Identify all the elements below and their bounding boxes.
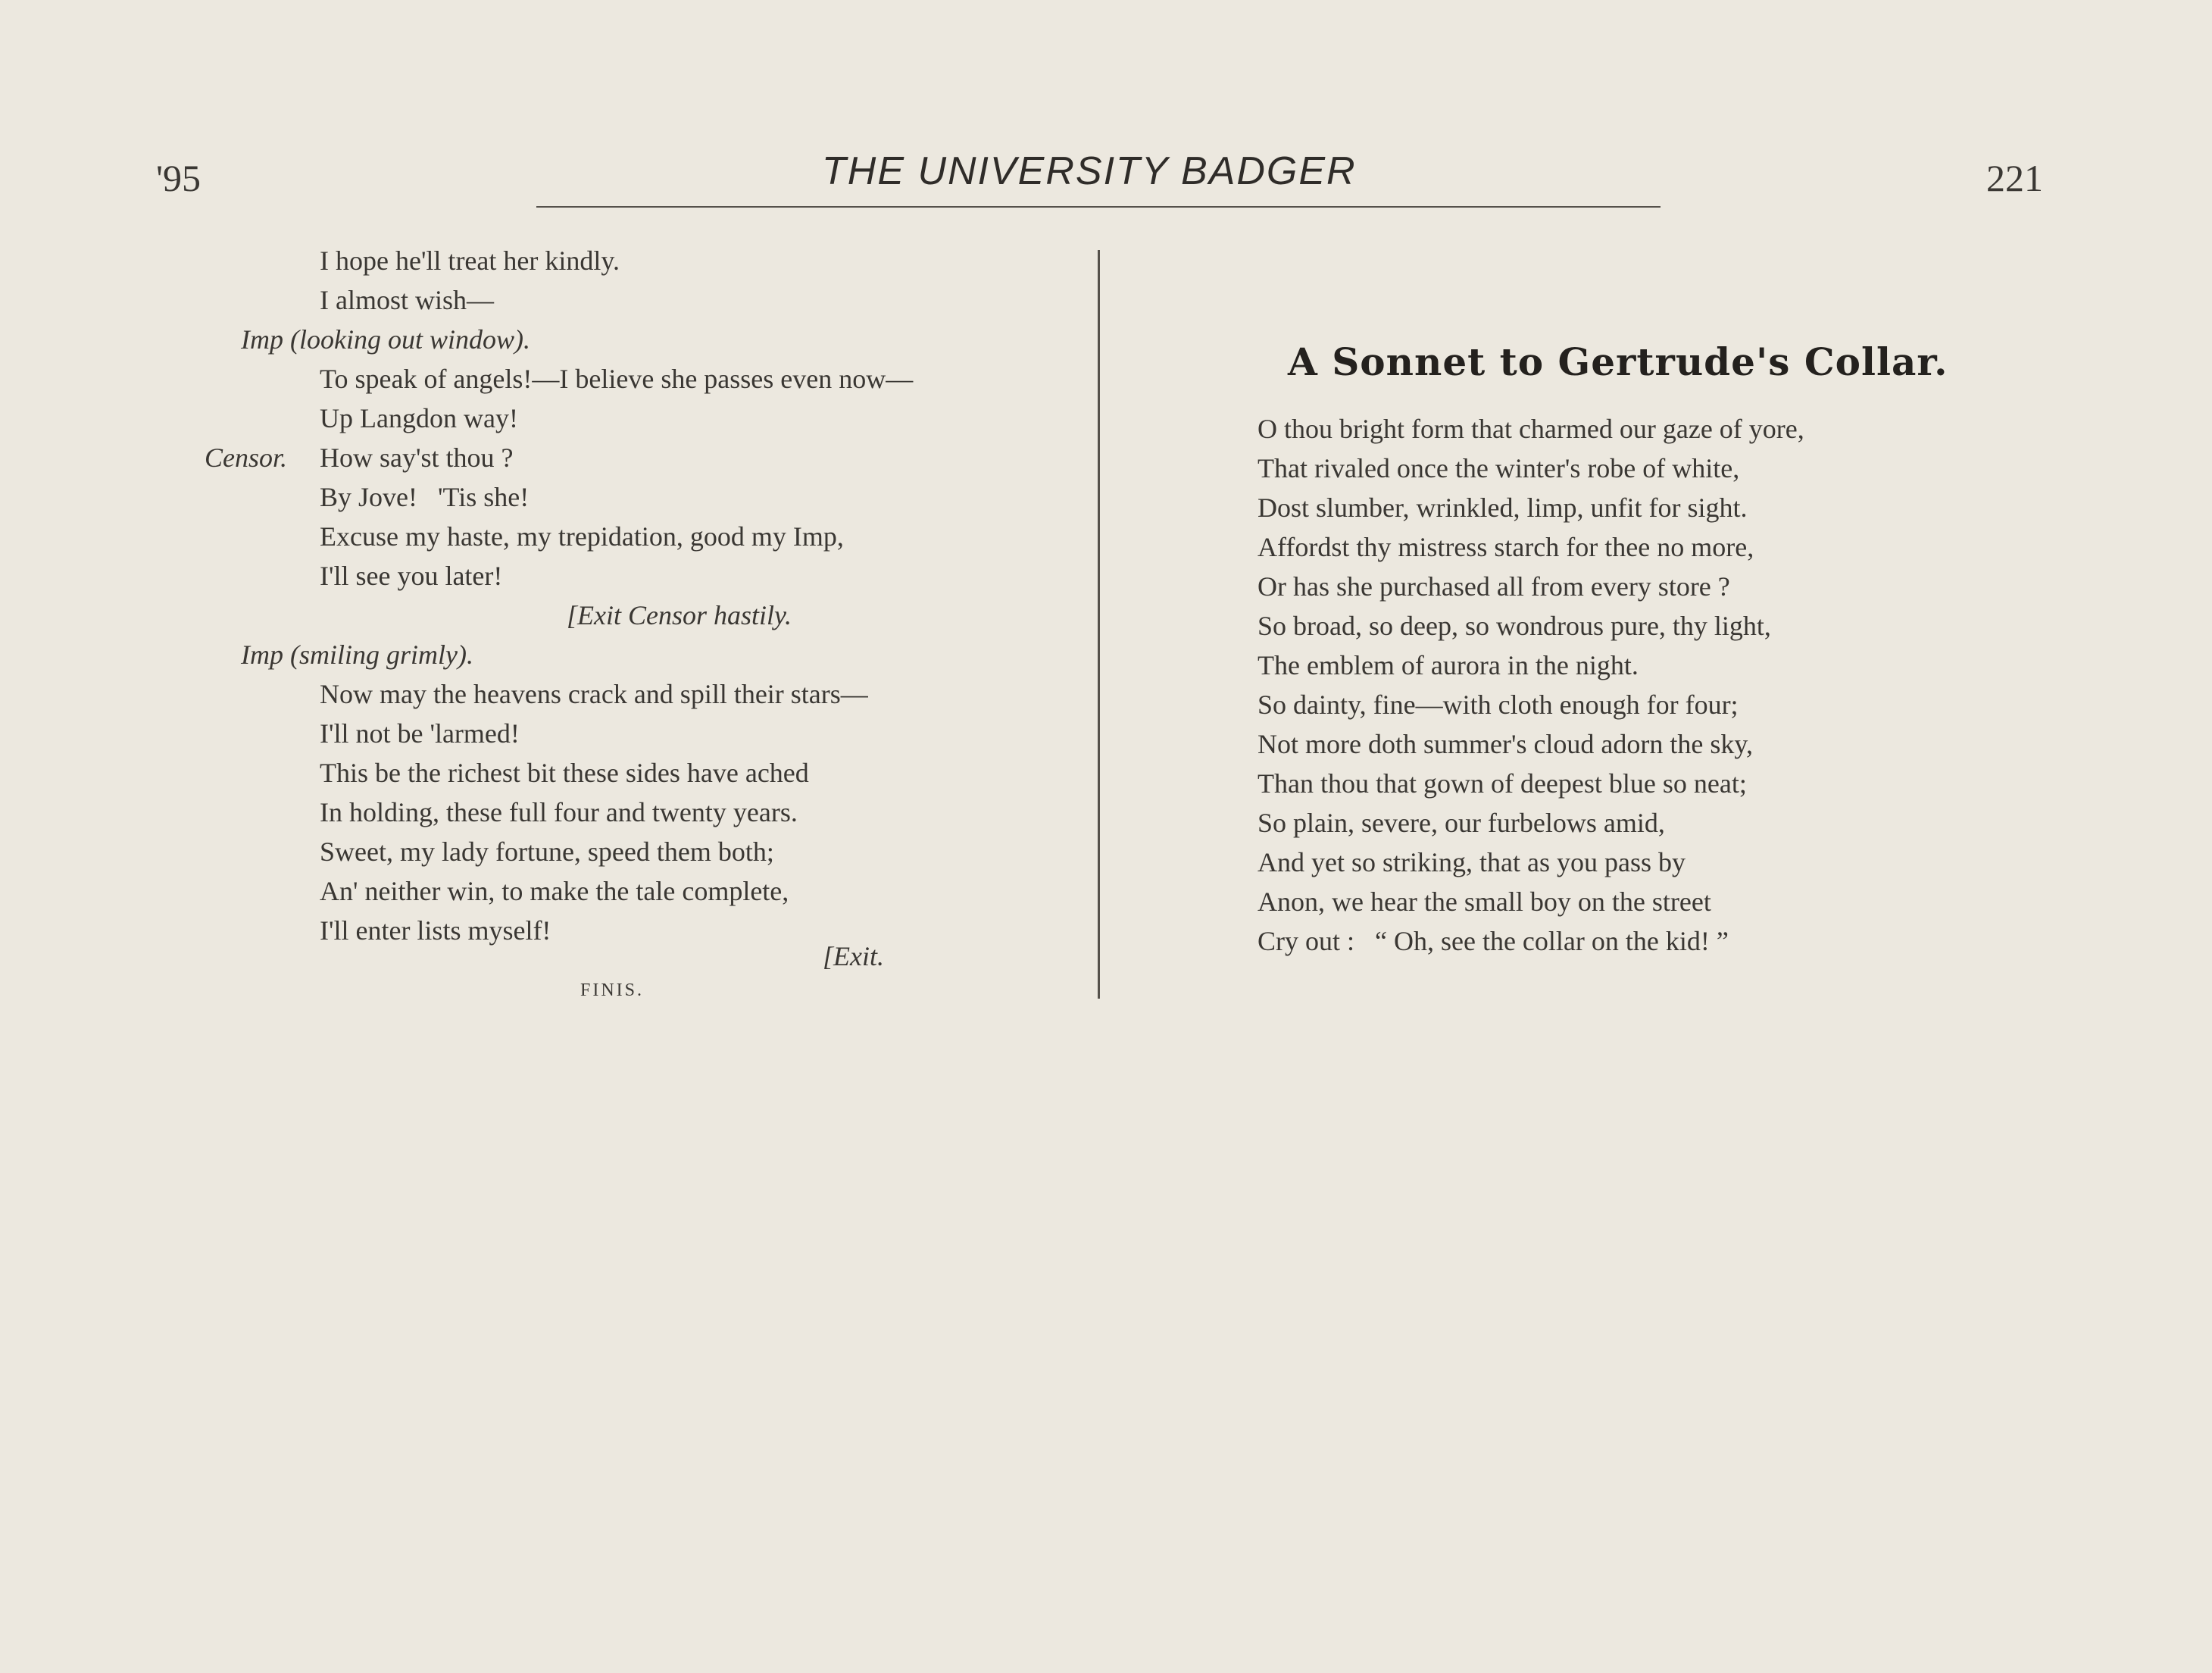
- sonnet-line: So dainty, fine—with cloth enough for four;: [1258, 690, 1739, 720]
- page-number: 221: [1986, 157, 2043, 199]
- sonnet-line: Cry out : “ Oh, see the collar on the kid! ”: [1258, 926, 1729, 956]
- dialogue-line: Sweet, my lady fortune, speed them both;: [320, 836, 774, 867]
- stage-direction: (smiling grimly).: [290, 639, 473, 670]
- sonnet-line: O thou bright form that charmed our gaze of yore,: [1258, 414, 1804, 444]
- header-rule: [536, 206, 1661, 208]
- dialogue-line: I'll not be 'larmed!: [320, 718, 520, 749]
- speaker-name: Imp: [241, 324, 283, 355]
- header-title: THE UNIVERSITY BADGER: [822, 149, 1357, 193]
- dialogue-line: [241, 641, 473, 668]
- dialogue-line: Up Langdon way!: [320, 403, 518, 433]
- sonnet-line: Dost slumber, wrinkled, limp, unfit for sight.: [1258, 493, 1748, 523]
- dialogue-line: To speak of angels!—I believe she passes even now—: [320, 364, 914, 394]
- sonnet-line: So plain, severe, our furbelows amid,: [1258, 808, 1665, 838]
- sonnet-line: Not more doth summer's cloud adorn the sky,: [1258, 729, 1754, 759]
- dialogue-line: I'll enter lists myself!: [320, 915, 551, 946]
- sonnet-line: Than thou that gown of deepest blue so neat;: [1258, 768, 1747, 799]
- sonnet-line: Or has she purchased all from every store ?: [1258, 571, 1730, 602]
- dialogue-line: Now may the heavens crack and spill their stars—: [320, 679, 868, 709]
- sonnet-line: So broad, so deep, so wondrous pure, thy light,: [1258, 611, 1771, 641]
- sonnet-line: The emblem of aurora in the night.: [1258, 650, 1639, 680]
- stage-direction: [Exit Censor hastily.: [567, 600, 792, 630]
- dialogue-line: I'll see you later!: [320, 561, 503, 591]
- header-year: '95: [156, 157, 202, 199]
- dialogue-line: In holding, these full four and twenty years.: [320, 797, 798, 827]
- finis-label: FINIS.: [580, 980, 645, 1000]
- dialogue-line: I hope he'll treat her kindly.: [320, 245, 620, 276]
- sonnet-line: And yet so striking, that as you pass by: [1258, 847, 1686, 877]
- stage-direction: [Exit.: [823, 941, 884, 971]
- dialogue-text: How say'st thou ?: [320, 442, 514, 473]
- speaker-name: Censor.: [205, 442, 288, 473]
- dialogue-line: [205, 444, 513, 471]
- column-divider: [1098, 250, 1100, 999]
- sonnet-title: A Sonnet to Gertrude's Collar.: [1288, 339, 1948, 384]
- dialogue-line: Excuse my haste, my trepidation, good my Imp,: [320, 521, 844, 552]
- sonnet-line: Anon, we hear the small boy on the street: [1258, 887, 1711, 917]
- dialogue-line: This be the richest bit these sides have ached: [320, 758, 809, 788]
- sonnet-line: That rivaled once the winter's robe of white,: [1258, 453, 1740, 483]
- dialogue-line: An' neither win, to make the tale complete,: [320, 876, 789, 906]
- dialogue-line: By Jove! 'Tis she!: [320, 482, 530, 512]
- dialogue-line: I almost wish—: [320, 285, 494, 315]
- dialogue-line: [241, 326, 530, 353]
- speaker-name: Imp: [241, 639, 283, 670]
- sonnet-line: Affordst thy mistress starch for thee no more,: [1258, 532, 1754, 562]
- stage-direction: (looking out window).: [290, 324, 530, 355]
